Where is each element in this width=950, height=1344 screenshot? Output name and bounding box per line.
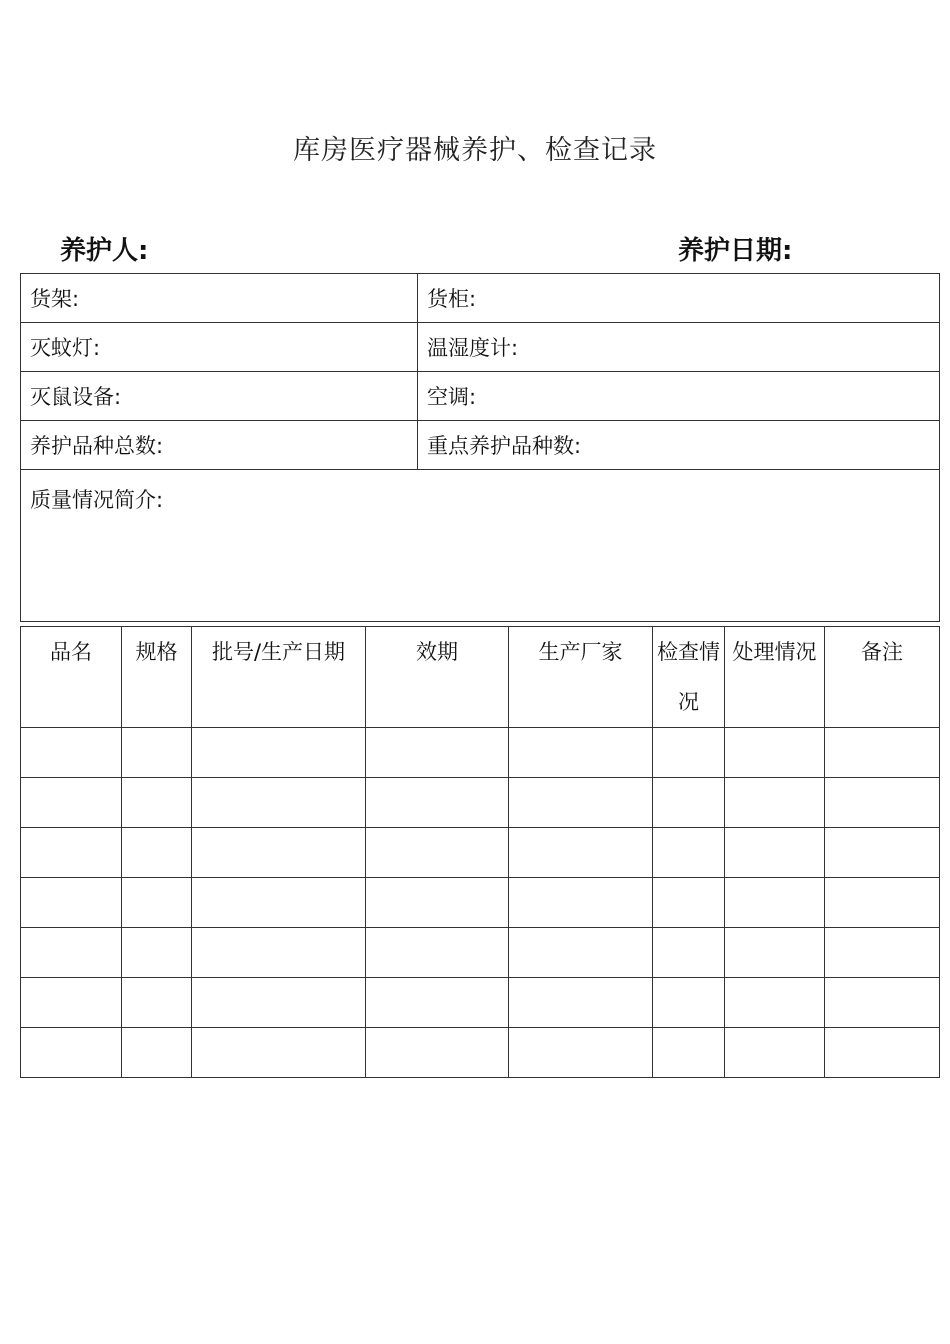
col-header-spec: 规格 [122, 627, 192, 728]
table-cell[interactable] [122, 728, 192, 778]
table-cell[interactable] [21, 1028, 122, 1078]
record-table [20, 626, 940, 1078]
table-cell[interactable] [725, 778, 825, 828]
table-cell[interactable] [21, 878, 122, 928]
form-row [21, 470, 940, 622]
mosquito-lamp-field[interactable]: 灭蚊灯: [21, 323, 418, 372]
table-cell[interactable] [509, 978, 653, 1028]
table-cell[interactable] [122, 978, 192, 1028]
table-cell[interactable] [192, 978, 366, 1028]
table-cell[interactable] [653, 928, 725, 978]
table-cell[interactable] [122, 778, 192, 828]
table-row [21, 728, 940, 778]
header-row [21, 627, 940, 728]
form-row [21, 372, 940, 421]
table-row [21, 978, 940, 1028]
table-row [21, 878, 940, 928]
table-cell[interactable] [192, 1028, 366, 1078]
table-cell[interactable] [725, 928, 825, 978]
col-header-handling: 处理情况 [725, 627, 825, 728]
table-cell[interactable] [825, 728, 940, 778]
table-cell[interactable] [653, 778, 725, 828]
table-row [21, 928, 940, 978]
table-cell[interactable] [825, 978, 940, 1028]
table-cell[interactable] [192, 828, 366, 878]
date-label: 养护日期: [678, 236, 793, 266]
table-row [21, 778, 940, 828]
table-cell[interactable] [122, 1028, 192, 1078]
table-row [21, 828, 940, 878]
hygrometer-field[interactable]: 温湿度计: [418, 323, 940, 372]
rodent-device-field[interactable]: 灭鼠设备: [21, 372, 418, 421]
table-cell[interactable] [509, 728, 653, 778]
table-cell[interactable] [725, 1028, 825, 1078]
table-cell[interactable] [653, 878, 725, 928]
air-conditioner-field[interactable]: 空调: [418, 372, 940, 421]
col-header-product-name: 品名 [21, 627, 122, 728]
table-cell[interactable] [192, 728, 366, 778]
table-cell[interactable] [509, 778, 653, 828]
col-header-batch-date: 批号/生产日期 [192, 627, 366, 728]
table-cell[interactable] [21, 728, 122, 778]
table-cell[interactable] [366, 928, 509, 978]
page-title: 库房医疗器械养护、检查记录 [293, 135, 657, 166]
table-cell[interactable] [725, 828, 825, 878]
table-cell[interactable] [366, 1028, 509, 1078]
shelf-field[interactable]: 货架: [21, 274, 418, 323]
table-cell[interactable] [653, 728, 725, 778]
table-cell[interactable] [653, 978, 725, 1028]
table-cell[interactable] [366, 778, 509, 828]
total-varieties-field[interactable]: 养护品种总数: [21, 421, 418, 470]
table-cell[interactable] [122, 828, 192, 878]
col-header-inspection: 检查情况 [653, 627, 725, 728]
table-cell[interactable] [122, 878, 192, 928]
cabinet-field[interactable]: 货柜: [418, 274, 940, 323]
table-cell[interactable] [21, 778, 122, 828]
table-cell[interactable] [825, 878, 940, 928]
table-cell[interactable] [366, 828, 509, 878]
table-cell[interactable] [509, 828, 653, 878]
table-cell[interactable] [21, 928, 122, 978]
col-header-manufacturer: 生产厂家 [509, 627, 653, 728]
table-cell[interactable] [825, 778, 940, 828]
table-cell[interactable] [825, 928, 940, 978]
table-cell[interactable] [366, 878, 509, 928]
table-cell[interactable] [653, 828, 725, 878]
info-form [20, 273, 940, 622]
table-cell[interactable] [825, 1028, 940, 1078]
table-cell[interactable] [825, 828, 940, 878]
table-cell[interactable] [21, 978, 122, 1028]
table-cell[interactable] [192, 928, 366, 978]
key-varieties-field[interactable]: 重点养护品种数: [418, 421, 940, 470]
form-row [21, 421, 940, 470]
table-cell[interactable] [725, 978, 825, 1028]
table-cell[interactable] [509, 878, 653, 928]
table-cell[interactable] [509, 928, 653, 978]
table-cell[interactable] [725, 878, 825, 928]
table-cell[interactable] [192, 878, 366, 928]
keeper-label: 养护人: [60, 236, 149, 266]
table-cell[interactable] [725, 728, 825, 778]
table-cell[interactable] [366, 978, 509, 1028]
table-cell[interactable] [192, 778, 366, 828]
form-row [21, 323, 940, 372]
table-cell[interactable] [122, 928, 192, 978]
form-row [21, 274, 940, 323]
col-header-expiry: 效期 [366, 627, 509, 728]
table-cell[interactable] [21, 828, 122, 878]
quality-summary-field[interactable]: 质量情况简介: [21, 470, 940, 622]
table-row [21, 1028, 940, 1078]
table-cell[interactable] [509, 1028, 653, 1078]
col-header-remarks: 备注 [825, 627, 940, 728]
table-cell[interactable] [653, 1028, 725, 1078]
table-cell[interactable] [366, 728, 509, 778]
